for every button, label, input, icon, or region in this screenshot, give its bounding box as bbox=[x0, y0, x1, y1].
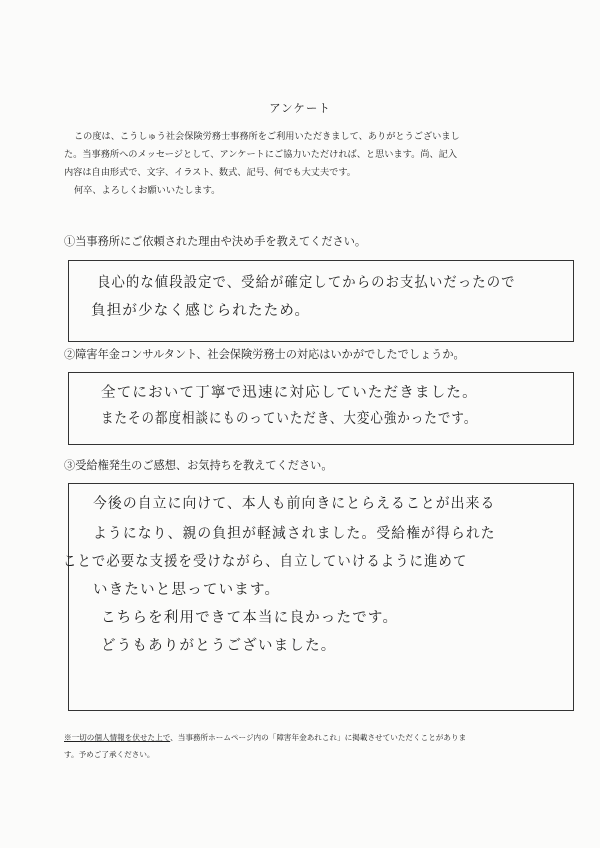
disclaimer-underlined: ※一切の個人情報を伏せた上で bbox=[64, 733, 171, 742]
answer-1-line: 負担が少なく感じられたため。 bbox=[91, 303, 311, 319]
answer-3-line: 今後の自立に向けて、本人も前向きにとらえることが出来る bbox=[93, 496, 496, 512]
intro-line: 内容は自由形式で、文字、イラスト、数式、記号、何でも大丈夫です。 bbox=[64, 167, 356, 178]
page-title: アンケート bbox=[269, 101, 331, 115]
question-1-label: ①当事務所にご依頼された理由や決め手を教えてください。 bbox=[64, 235, 367, 248]
answer-box-2 bbox=[68, 372, 574, 445]
answer-2-line: またその都度相談にものっていただき、大変心強かったです。 bbox=[101, 411, 478, 427]
disclaimer-note bbox=[64, 729, 534, 763]
answer-3-line: ことで必要な支援を受けながら、自立していけるように進めて bbox=[63, 554, 468, 570]
intro-line: この度は、こうしゅう社会保険労務士事務所をご利用いただきまして、ありがとうございまし bbox=[74, 131, 460, 142]
disclaimer-text: 、当事務所ホームページ内の「障害年金あれこれ」に掲載させていただくことがありま bbox=[170, 733, 467, 742]
intro-line: 何卒、よろしくお願いいたします。 bbox=[74, 185, 221, 196]
answer-2-line: 全てにおいて丁寧で迅速に対応していただきました。 bbox=[101, 385, 478, 401]
disclaimer-text-line2: す。予めご了承ください。 bbox=[64, 750, 155, 759]
intro-line: た。当事務所へのメッセージとして、アンケートにご協力いただければ、と思います。尚、記入 bbox=[64, 149, 458, 160]
intro-text bbox=[64, 128, 544, 200]
question-3-label: ③受給権発生のご感想、お気持ちを教えてください。 bbox=[64, 459, 333, 472]
answer-3-line: ようになり、親の負担が軽減されました。受給権が得られた bbox=[93, 526, 496, 542]
question-2-label: ②障害年金コンサルタント、社会保険労務士の対応はいかがでしたでしょうか。 bbox=[64, 348, 465, 361]
answer-box-3 bbox=[63, 483, 574, 711]
answer-3-line: こちらを利用できて本当に良かったです。 bbox=[101, 610, 399, 626]
answer-3-line: いきたいと思っています。 bbox=[93, 582, 281, 598]
answer-1-line: 良心的な値段設定で、受給が確定してからのお支払いだったので bbox=[97, 275, 516, 291]
answer-box-1 bbox=[68, 260, 574, 342]
answer-3-line: どうもありがとうございました。 bbox=[101, 638, 337, 654]
